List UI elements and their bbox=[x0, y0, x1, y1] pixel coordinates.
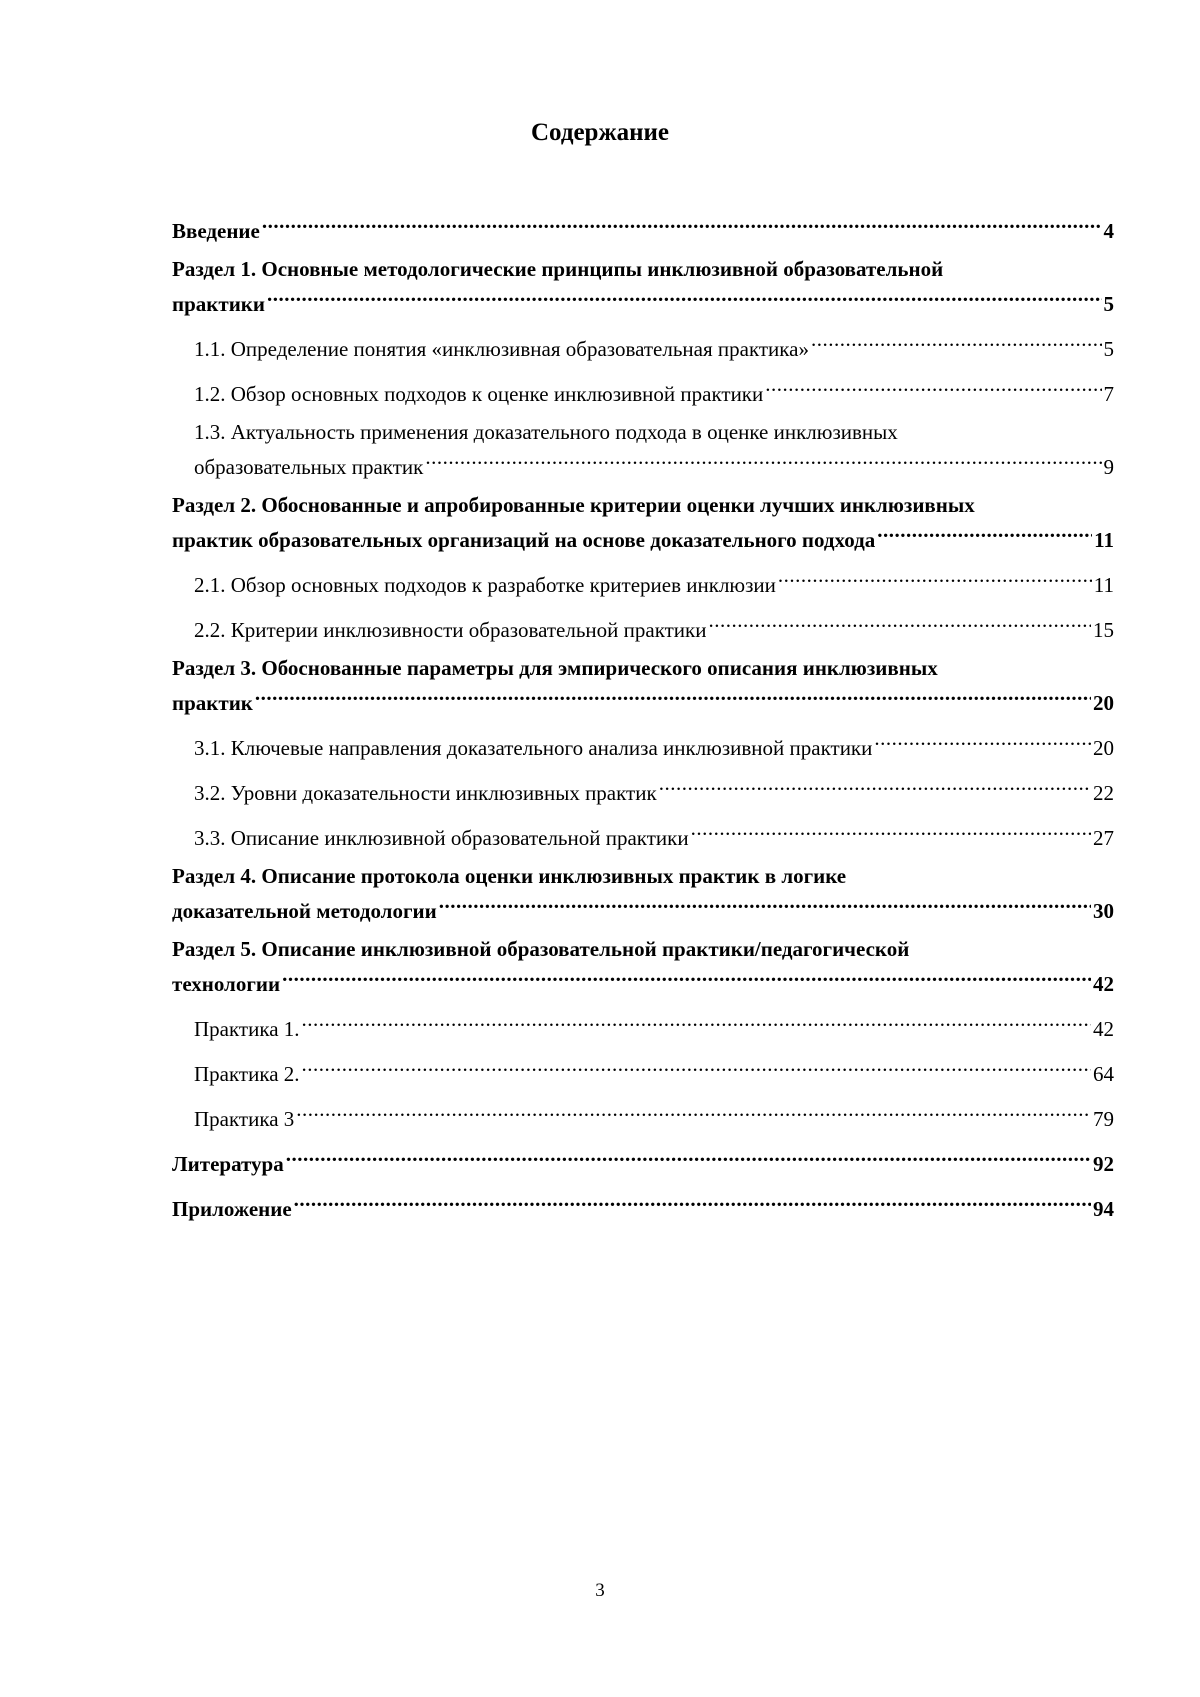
toc-page-number: 20 bbox=[1093, 736, 1114, 760]
dot-leader bbox=[778, 564, 1092, 592]
dot-leader bbox=[267, 283, 1102, 311]
toc-page-number: 79 bbox=[1093, 1107, 1114, 1131]
toc-entry-title-line: технологии bbox=[172, 972, 281, 996]
toc-entry-title-line: Раздел 3. Обоснованные параметры для эмпирического описания инклюзивных bbox=[172, 656, 938, 680]
toc-section-entry[interactable] bbox=[172, 862, 1114, 925]
toc-section-entry[interactable] bbox=[172, 935, 1114, 998]
dot-leader bbox=[286, 1143, 1091, 1171]
toc-page-number: 22 bbox=[1093, 781, 1114, 805]
dot-leader bbox=[691, 817, 1091, 845]
toc-entry-title-line: практик bbox=[172, 691, 253, 715]
dot-leader bbox=[877, 519, 1092, 547]
toc-subsection-entry[interactable] bbox=[172, 373, 1114, 408]
toc-section-entry[interactable] bbox=[172, 210, 1114, 245]
toc-page-number: 20 bbox=[1093, 691, 1114, 715]
dot-leader bbox=[811, 328, 1102, 356]
toc-section-entry[interactable] bbox=[172, 491, 1114, 554]
toc-entry-title-line: Раздел 1. Основные методологические принципы инклюзивной образовательной bbox=[172, 257, 944, 281]
toc-section-entry[interactable] bbox=[172, 255, 1114, 318]
toc-entry-title-line: Раздел 2. Обоснованные и апробированные критерии оценки лучших инклюзивных bbox=[172, 493, 975, 517]
toc-entry-title-line: Практика 3 bbox=[194, 1107, 295, 1131]
toc-entry-title-line: 3.2. Уровни доказательности инклюзивных практик bbox=[194, 781, 657, 805]
dot-leader bbox=[296, 1098, 1091, 1126]
dot-leader bbox=[282, 963, 1091, 991]
toc-page-number: 5 bbox=[1103, 292, 1114, 316]
dot-leader bbox=[255, 682, 1091, 710]
toc-section-entry[interactable] bbox=[172, 1188, 1114, 1223]
dot-leader bbox=[765, 373, 1101, 401]
toc-subsection-entry[interactable] bbox=[172, 328, 1114, 363]
toc-entry-title-line: 3.3. Описание инклюзивной образовательной практики bbox=[194, 826, 689, 850]
toc-entry-title-line: практики bbox=[172, 292, 265, 316]
dot-leader bbox=[659, 772, 1091, 800]
toc-entry-title-line: Практика 2. bbox=[194, 1062, 300, 1086]
dot-leader bbox=[708, 609, 1091, 637]
toc-entry-title-line: практик образовательных организаций на основе доказательного подхода bbox=[172, 528, 876, 552]
toc-entry-title-line: Введение bbox=[172, 219, 260, 243]
toc-page-number: 42 bbox=[1093, 972, 1114, 996]
toc-page-number: 9 bbox=[1103, 455, 1114, 479]
toc-page-number: 11 bbox=[1094, 528, 1114, 552]
toc-subsection-entry[interactable] bbox=[172, 609, 1114, 644]
toc-page-number: 30 bbox=[1093, 899, 1114, 923]
toc-subsection-entry[interactable] bbox=[172, 772, 1114, 807]
toc-entry-title-line: Раздел 4. Описание протокола оценки инклюзивных практик в логике bbox=[172, 864, 847, 888]
toc-entry-title-line: 1.3. Актуальность применения доказательного подхода в оценке инклюзивных bbox=[194, 420, 898, 444]
toc-subsection-entry[interactable] bbox=[172, 564, 1114, 599]
toc-section-entry[interactable] bbox=[172, 1143, 1114, 1178]
dot-leader bbox=[874, 727, 1091, 755]
dot-leader bbox=[425, 446, 1101, 474]
toc-subsection-entry[interactable] bbox=[172, 1053, 1114, 1088]
toc-entry-title-line: Практика 1. bbox=[194, 1017, 300, 1041]
toc-section-entry[interactable] bbox=[172, 654, 1114, 717]
dot-leader bbox=[439, 890, 1091, 918]
toc-entry-title-line: 1.2. Обзор основных подходов к оценке инклюзивной практики bbox=[194, 382, 764, 406]
toc-page-number: 27 bbox=[1093, 826, 1114, 850]
dot-leader bbox=[294, 1188, 1091, 1216]
toc-entry-title-line: Приложение bbox=[172, 1197, 292, 1221]
toc-page-number: 94 bbox=[1093, 1197, 1114, 1221]
toc-page-number: 11 bbox=[1093, 573, 1114, 597]
toc-page-number: 64 bbox=[1093, 1062, 1114, 1086]
toc-entry-title-line: образовательных практик bbox=[194, 455, 424, 479]
toc-page-number: 92 bbox=[1093, 1152, 1114, 1176]
toc-entry-title-line: Раздел 5. Описание инклюзивной образовательной практики/педагогической bbox=[172, 937, 910, 961]
toc-page-number: 7 bbox=[1103, 382, 1114, 406]
toc-entry-title-line: 1.1. Определение понятия «инклюзивная образовательная практика» bbox=[194, 337, 809, 361]
toc-entry-title-line: 3.1. Ключевые направления доказательного анализа инклюзивной практики bbox=[194, 736, 873, 760]
toc-subsection-entry[interactable] bbox=[172, 418, 1114, 481]
toc-subsection-entry[interactable] bbox=[172, 1098, 1114, 1133]
toc-subsection-entry[interactable] bbox=[172, 1008, 1114, 1043]
page-title: Содержание bbox=[530, 119, 669, 146]
toc-entry-title-line: 2.2. Критерии инклюзивности образовательной практики bbox=[194, 618, 707, 642]
toc-page-number: 42 bbox=[1093, 1017, 1114, 1041]
dot-leader bbox=[302, 1053, 1091, 1081]
toc-page-number: 4 bbox=[1103, 219, 1114, 243]
toc-page-number: 5 bbox=[1103, 337, 1114, 361]
dot-leader bbox=[302, 1008, 1091, 1036]
toc-subsection-entry[interactable] bbox=[172, 727, 1114, 762]
toc-page-number: 15 bbox=[1093, 618, 1114, 642]
toc-entry-title-line: доказательной методологии bbox=[172, 899, 437, 923]
toc-entry-title-line: 2.1. Обзор основных подходов к разработке критериев инклюзии bbox=[194, 573, 776, 597]
toc-entry-title-line: Литература bbox=[172, 1152, 284, 1176]
page-number: 3 bbox=[595, 1580, 605, 1601]
toc-subsection-entry[interactable] bbox=[172, 817, 1114, 852]
dot-leader bbox=[262, 210, 1102, 238]
table-of-contents bbox=[172, 210, 1114, 1233]
